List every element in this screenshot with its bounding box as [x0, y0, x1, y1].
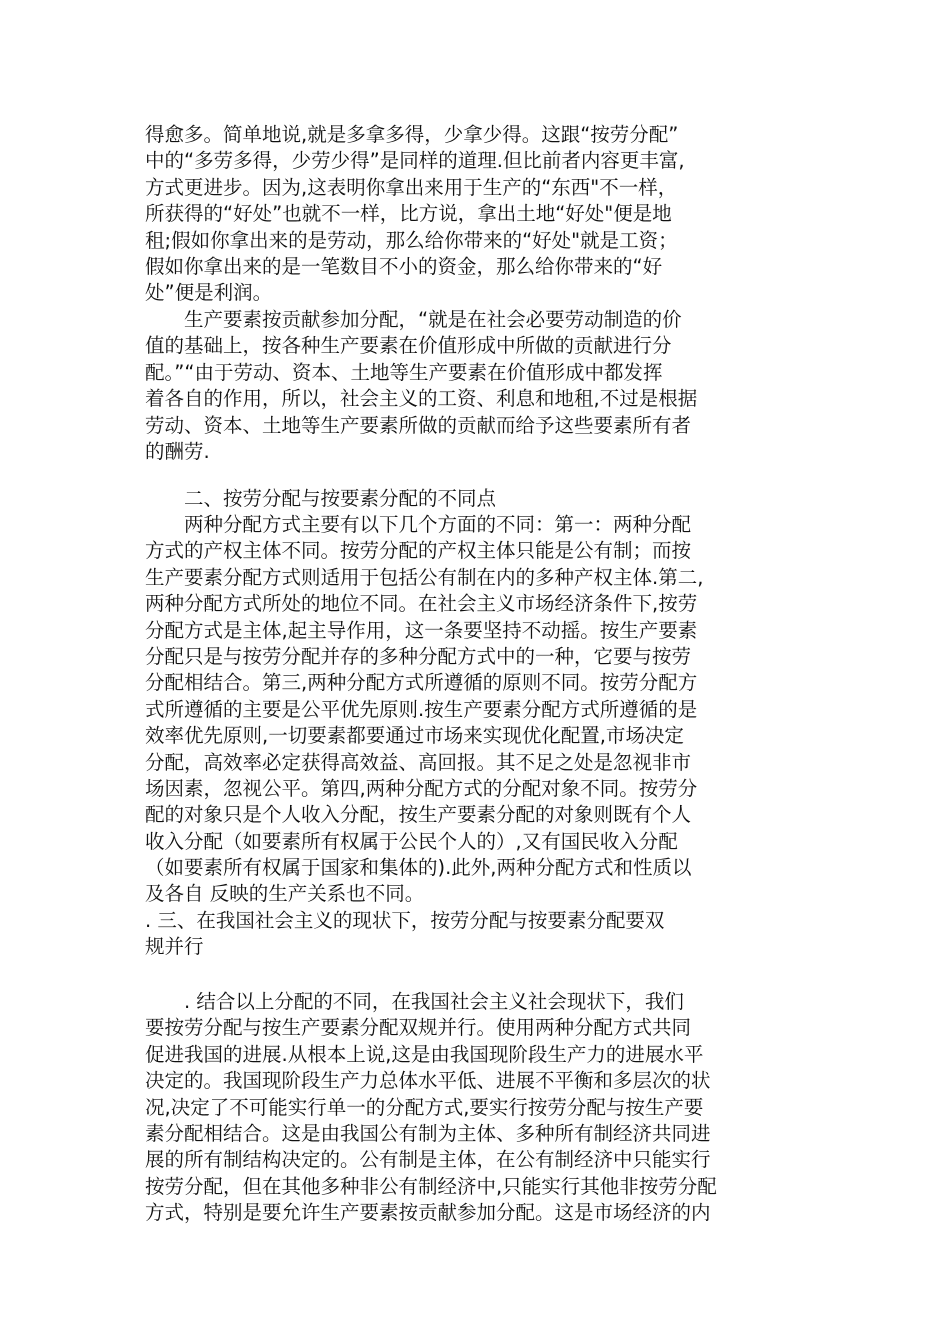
- text-line: 两种分配方式主要有以下几个方面的不同：第一：两种分配: [145, 513, 692, 536]
- text-line: 场因素，忽视公平。第四,两种分配方式的分配对象不同。按劳分: [145, 776, 698, 800]
- text-line: 得愈多。简单地说,就是多拿多得，少拿少得。这跟“按劳分配”: [145, 123, 679, 146]
- text-line: 方式，特别是要允许生产要素按贡献参加分配。这是市场经济的内: [145, 1201, 711, 1225]
- text-line: 按劳分配，但在其他多种非公有制经济中,只能实行其他非按劳分配: [145, 1174, 717, 1198]
- text-line: 分配相结合。第三,两种分配方式所遵循的原则不同。按劳分配方: [145, 671, 698, 695]
- text-line: 素分配相结合。这是由我国公有制为主体、多种所有制经济共同进: [145, 1121, 711, 1145]
- text-line: 处”便是利润。: [145, 281, 273, 305]
- text-line: 生产要素分配方式则适用于包括公有制在内的多种产权主体.第二,: [145, 565, 704, 589]
- text-line: 收入分配（如要素所有权属于公民个人的）,又有国民收入分配: [145, 829, 678, 853]
- text-line: 促进我国的进展.从根本上说,这是由我国现阶段生产力的进展水平: [145, 1042, 704, 1066]
- text-line: 劳动、资本、土地等生产要素所做的贡献而给予这些要素所有者: [145, 413, 692, 437]
- text-line: 及各自 反映的生产关系也不同。: [145, 882, 425, 906]
- section-two-body: [145, 512, 810, 908]
- text-line: 分配方式是主体,起主导作用，这一条要坚持不动摇。按生产要素: [145, 618, 698, 642]
- text-line: 式所遵循的主要是公平优先原则.按生产要素分配方式所遵循的是: [145, 697, 698, 721]
- text-line: 配。”“由于劳动、资本、土地等生产要素在价值形成中都发挥: [145, 360, 663, 384]
- text-line: 效率优先原则,一切要素都要通过市场来实现优化配置,市场决定: [145, 724, 684, 748]
- text-line: 生产要素按贡献参加分配，“就是在社会必要劳动制造的价: [145, 308, 682, 331]
- text-line: 分配只是与按劳分配并存的多种分配方式中的一种，它要与按劳: [145, 644, 692, 668]
- text-line: （如要素所有权属于国家和集体的).此外,两种分配方式和性质以: [145, 856, 692, 880]
- section-three-heading: [145, 908, 810, 961]
- text-line: 中的“多劳多得，少劳少得”是同样的道理.但比前者内容更丰富,: [145, 149, 685, 173]
- text-line: 两种分配方式所处的地位不同。在社会主义市场经济条件下,按劳: [145, 592, 698, 616]
- section-three-body: [145, 989, 810, 1227]
- text-line: 方式的产权主体不同。按劳分配的产权主体只能是公有制；而按: [145, 539, 692, 563]
- section-heading: 二、按劳分配与按要素分配的不同点: [145, 487, 497, 510]
- text-line: 配的对象只是个人收入分配，按生产要素分配的对象则既有个人: [145, 803, 692, 827]
- text-line: 展的所有制结构决定的。公有制是主体，在公有制经济中只能实行: [145, 1148, 711, 1172]
- text-line: . 结合以上分配的不同，在我国社会主义社会现状下，我们: [145, 990, 684, 1013]
- text-line: 况,决定了不可能实行单一的分配方式,要实行按劳分配与按生产要: [145, 1095, 704, 1119]
- text-line: 所获得的“好处”也就不一样，比方说，拿出土地“好处"便是地: [145, 202, 672, 226]
- paragraph-factor-contribution: [145, 307, 810, 465]
- text-line: 租;假如你拿出来的是劳动，那么给你带来的“好处"就是工资；: [145, 228, 678, 252]
- text-line: 假如你拿出来的是一笔数目不小的资金，那么给你带来的“好: [145, 254, 663, 278]
- text-line: 决定的。我国现阶段生产力总体水平低、进展不平衡和多层次的状: [145, 1069, 711, 1093]
- section-two-heading: [145, 486, 810, 512]
- text-line: 的酬劳.: [145, 439, 210, 463]
- paragraph-profit-explanation: [145, 122, 810, 307]
- text-line: 要按劳分配与按生产要素分配双规并行。使用两种分配方式共同: [145, 1016, 692, 1040]
- section-heading: 规并行: [145, 935, 204, 959]
- text-line: 方式更进步。因为,这表明你拿出来用于生产的“东西"不一样，: [145, 175, 678, 199]
- text-line: 分配，高效率必定获得高效益、高回报。其不足之处是忽视非市: [145, 750, 692, 774]
- text-line: 着各自的作用，所以，社会主义的工资、利息和地租,不过是根据: [145, 387, 698, 411]
- section-heading: . 三、在我国社会主义的现状下，按劳分配与按要素分配要双: [145, 909, 665, 932]
- text-line: 值的基础上，按各种生产要素在价值形成中所做的贡献进行分: [145, 334, 672, 358]
